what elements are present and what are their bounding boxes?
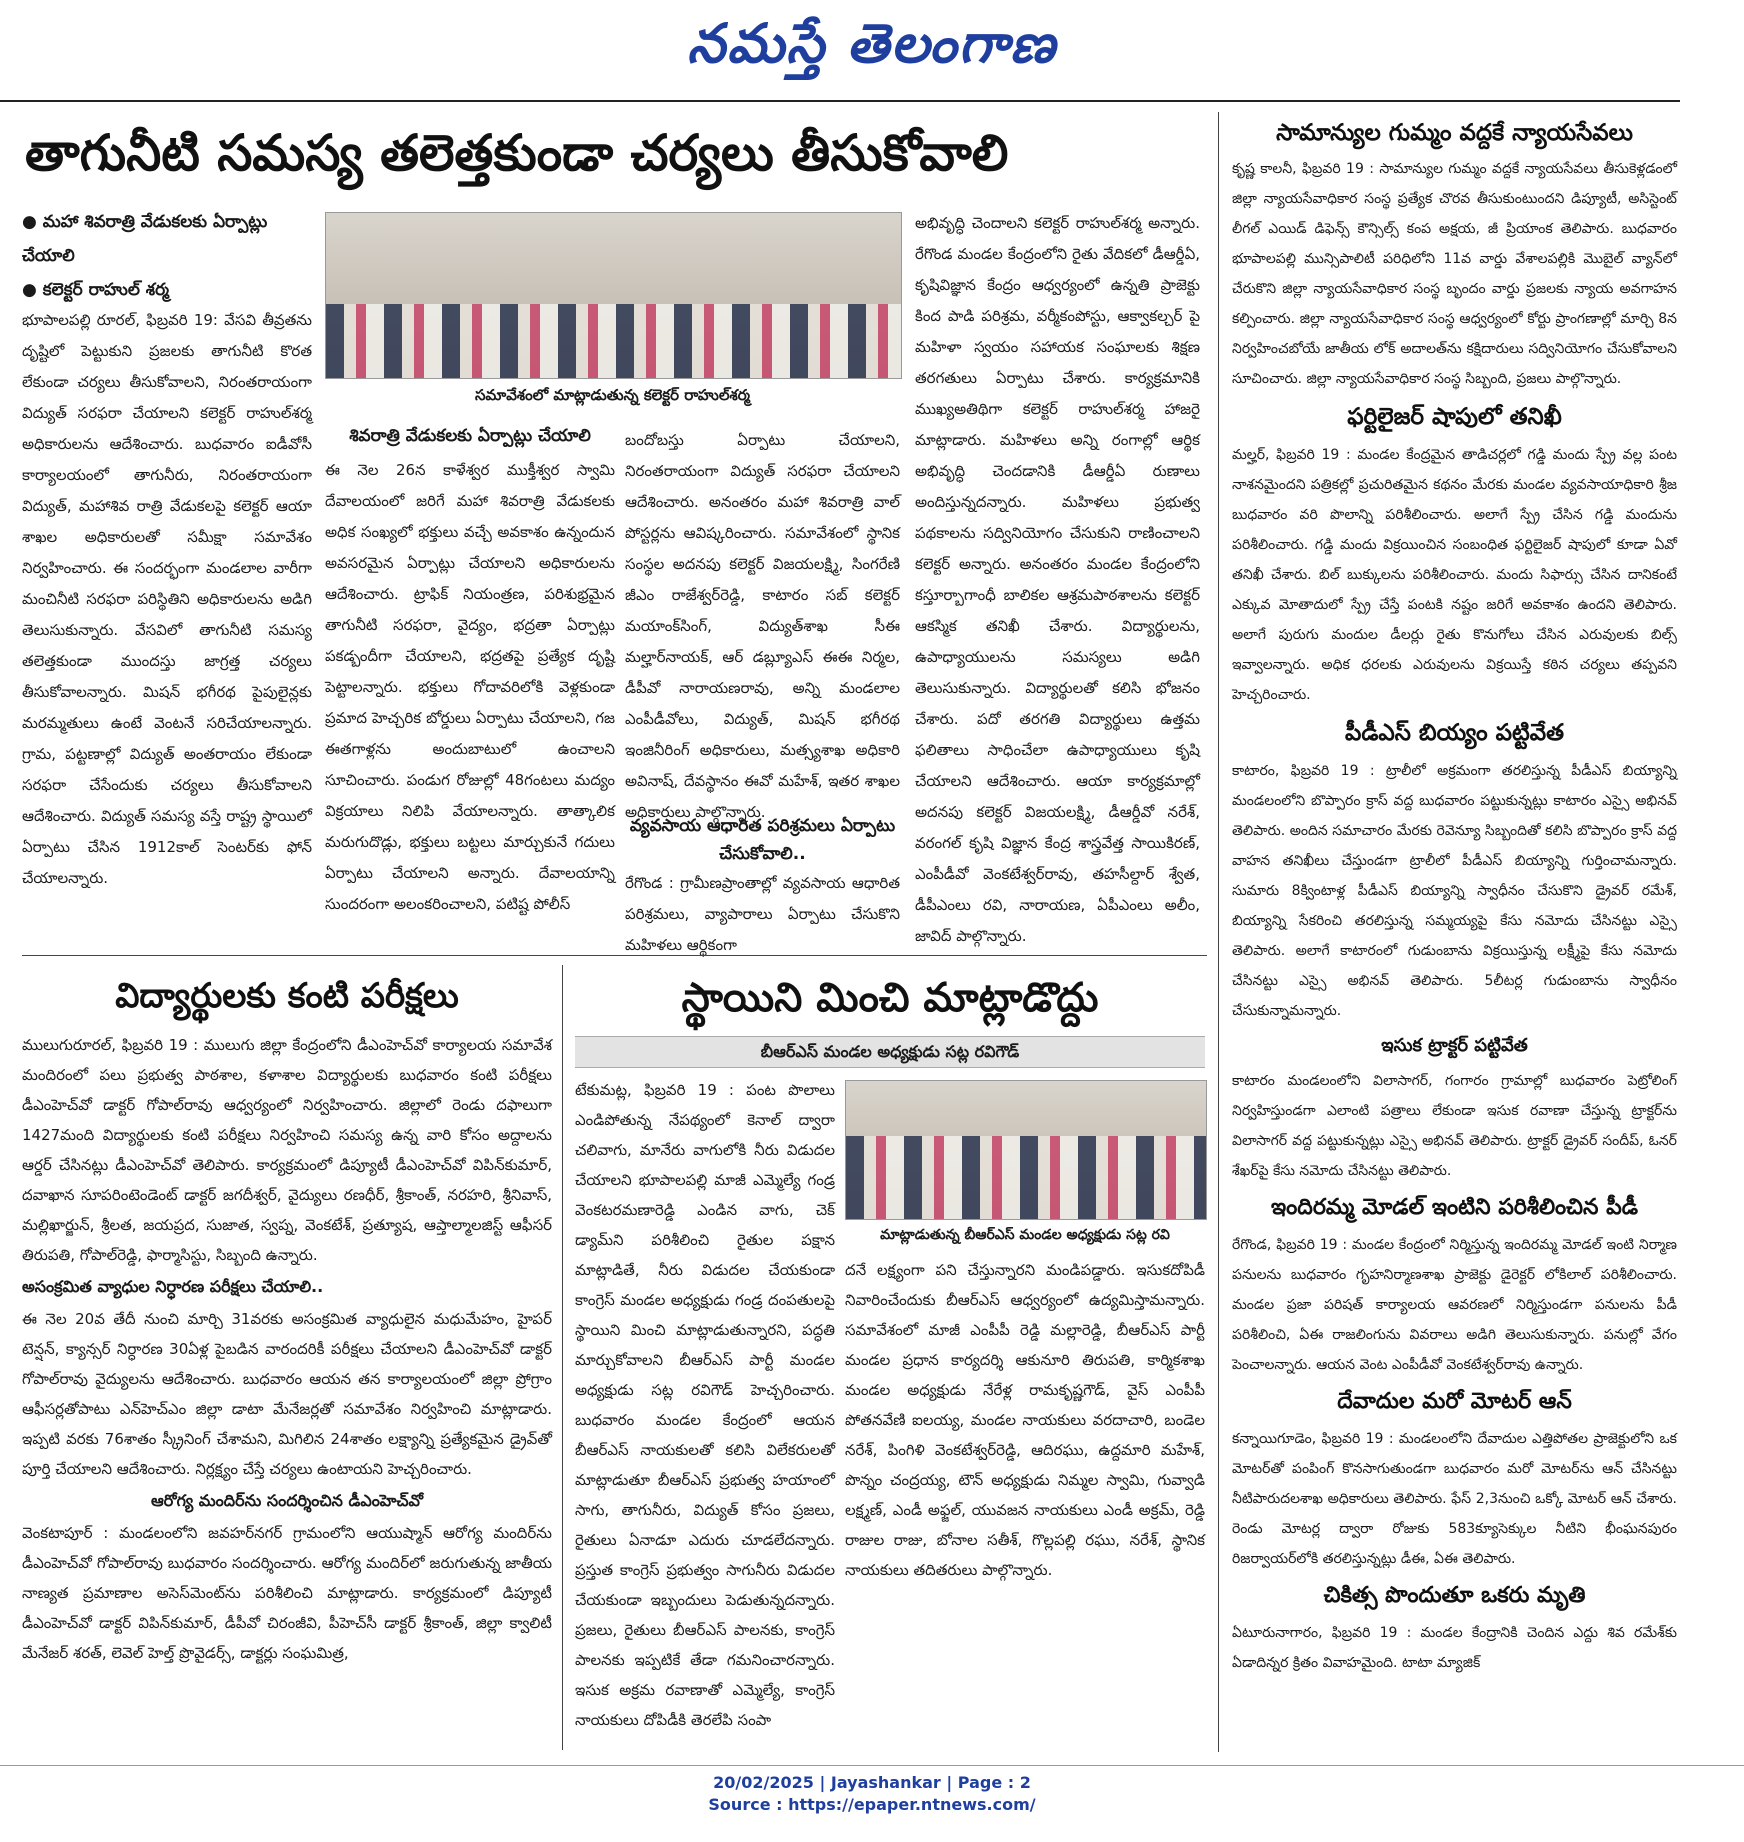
- story1-bullets: [22, 205, 322, 307]
- news-body: కన్నాయిగూడెం, ఫిబ్రవరి 19 : మండలంలోని దేవాదుల ఎత్తిపోతల ప్రాజెక్టులోని ఒక మోటర్‌తో పంపింగ్ కొనసాగుతుండగా బుధవారం మరో మోటర్‌ను ఆన్ చేసినట్టు నీటిపారుదలశాఖ అధికారులు తెలిపారు. ఫేస్ 2,3నుంచి ఒక్కో మోటర్ ఆన్ చేశారు. రెండు మోటర్ల ద్వారా రోజుకు 583క్యూసెక్కుల నీటిని భీంఘనపురం రిజర్వాయర్‌లోకి తరలిస్తున్నట్లు డీఈ, ఏఈ తెలిపారు.: [1232, 1431, 1677, 1567]
- story3-column-2: దనే లక్ష్యంగా పని చేస్తున్నారని మండిపడ్డారు. ఇసుకదోపిడీ నివారించేందుకు బీఆర్ఎస్ ఆధ్వర్యంలో ఉద్యమిస్తామన్నారు. సమావేశంలో మాజీ ఎంపీపీ రెడ్డి మల్లారెడ్డి, బీఆర్ఎస్ పార్టీ మండల ప్రధాన కార్యదర్శి ఆకునూరి తిరుపతి, కార్మికశాఖ మండల అధ్యక్షుడు నేరేళ్ల రామకృష్ణగౌడ్, వైస్ ఎంపీపీ పోతనవేణి ఐలయ్య, మండల నాయకులు వరదాచారి, బండెల నరేశ్, పింగిళి వెంకటేశ్వర్‌రెడ్డి, ఆదిరఘు, ఉద్దమారి మహేశ్, పొన్నం చంద్రయ్య, టౌన్ అధ్యక్షుడు నిమ్మల స్వామి, గువ్వాడి లక్ష్మణ్, ఎండీ అఫ్జల్, యువజన నాయకులు ఎండీ అక్రమ్, రెడ్డి రాజుల రాజు, బోనాల సతీశ్, గొల్లపల్లి రఘు, నరేశ్, స్థానిక నాయకులు తదితరులు పాల్గొన్నారు.: [845, 1261, 1205, 1579]
- story1-headline: తాగునీటి సమస్య తలెత్తకుండా చర్యలు తీసుకోవాలి: [25, 124, 1009, 182]
- brs-leaders-photo: [845, 1080, 1207, 1220]
- story2-subhead: ఆరోగ్య మందిర్‌ను సందర్శించిన డీఎంహెచ్‌వో: [150, 1491, 424, 1510]
- story3-subheading-bar: బీఆర్ఎస్ మండల అధ్యక్షుడు సట్ల రవిగౌడ్: [575, 1036, 1205, 1068]
- news-body: ఏటూరునాగారం, ఫిబ్రవరి 19 : మండల కేంద్రానికి చెందిన ఎద్దు శివ రమేశ్‌కు ఏడాదిన్నర క్రితం వివాహమైంది. టాటా మ్యాజిక్: [1232, 1625, 1677, 1671]
- story2-body: [22, 1030, 552, 1750]
- story3-photo-caption: మాట్లాడుతున్న బీఆర్ఎస్ మండల అధ్యక్షుడు సట్ల రవి: [880, 1227, 1170, 1243]
- footer-rule: [0, 1765, 1744, 1766]
- footer-source: Source : https://epaper.ntnews.com/: [708, 1795, 1036, 1814]
- newspaper-logo: నమస్తే తెలంగాణ: [687, 12, 1057, 75]
- news-headline: ఇందిరమ్మ మోడల్ ఇంటిని పరిశీలించిన పీడీ: [1270, 1195, 1639, 1220]
- story1-column-4: అభివృద్ధి చెందాలని కలెక్టర్ రాహుల్‌శర్మ అన్నారు. రేగొండ మండల కేంద్రంలోని రైతు వేదికలో డీఆర్డీఏ, కృషివిజ్ఞాన కేంద్రం ఆధ్వర్యంలో ఉన్నతి ప్రాజెక్టు కింద పాడి పరిశ్రమ, వర్మీకంపోస్టు, ఆక్వాకల్చర్ పై మహిళా స్వయం సహాయక సంఘాలకు శిక్షణ తరగతులు ఏర్పాటు చేశారు. కార్యక్రమానికి ముఖ్యఅతిథిగా కలెక్టర్ రాహుల్‌శర్మ హాజరై మాట్లాడారు. మహిళలు అన్ని రంగాల్లో ఆర్థిక అభివృద్ధి చెందడానికి డీఆర్డీఏ రుణాలు అందిస్తున్నదన్నారు. మహిళలు ప్రభుత్వ పథకాలను సద్వినియోగం చేసుకుని రాణించాలని కలెక్టర్ అన్నారు. అనంతరం మండల కేంద్రంలోని కస్తూర్బాగాంధీ బాలికల ఆశ్రమపాఠశాలను కలెక్టర్ ఆకస్మిక తనిఖీ చేశారు. విద్యార్థులను, ఉపాధ్యాయులను సమస్యలు అడిగి తెలుసుకున్నారు. విద్యార్థులతో కలిసి భోజనం చేశారు. పదో తరగతి విద్యార్థులు ఉత్తమ ఫలితాలు సాధించేలా ఉపాధ్యాయులు కృషి చేయాలని ఆదేశించారు. ఆయా కార్యక్రమాల్లో అదనపు కలెక్టర్ విజయలక్ష్మి, డీఆర్డీవో నరేశ్, వరంగల్ కృషి విజ్ఞాన కేంద్ర శాస్త్రవేత్త సాయికిరణ్, ఎంపీడీవో వెంకటేశ్వర్‌రావు, తహసీల్దార్ శ్వేత, డీపీఎంలు రవి, నారాయణ, ఏపీఎంలు అలీం, జావిద్ పాల్గొన్నారు.: [915, 214, 1200, 945]
- right-column-divider: [1218, 112, 1219, 1752]
- story1-column-2: ఈ నెల 26న కాళేశ్వర ముక్తీశ్వర స్వామి దేవాలయంలో జరిగే మహా శివరాత్రి వేడుకలకు అధిక సంఖ్యలో భక్తులు వచ్చే అవకాశం ఉన్నందున అవసరమైన ఏర్పాట్లు చేయాలని అధికారులను ఆదేశించారు. ట్రాఫిక్ నియంత్రణ, పరిశుభ్రమైన తాగునీటి సరఫరా, వైద్యం, భద్రతా ఏర్పాట్లు పకడ్బందీగా చేయాలని, భద్రతపై ప్రత్యేక దృష్టి పెట్టాలన్నారు. భక్తులు గోదావరిలోకి వెళ్లకుండా ప్రమాద హెచ్చరిక బోర్డులు ఏర్పాటు చేయాలని, గజ ఈతగాళ్లను అందుబాటులో ఉంచాలని సూచించారు. పండుగ రోజుల్లో 48గంటలు మద్యం విక్రయాలు నిలిపి వేయాలన్నారు. తాత్కాలిక మరుగుదొడ్లు, భక్తులు బట్టలు మార్చుకునే గదులు ఏర్పాటు చేయాలని అన్నారు. దేవాలయాన్ని సుందరంగా అలంకరించాలని, పటిష్ట పోలీస్: [325, 461, 615, 913]
- story1-column-3: బందోబస్తు ఏర్పాటు చేయాలని, నిరంతరాయంగా విద్యుత్ సరఫరా చేయాలని ఆదేశించారు. అనంతరం మహా శివరాత్రి వాల్ పోస్టర్లను ఆవిష్కరించారు. సమావేశంలో స్థానిక సంస్థల అదనపు కలెక్టర్ విజయలక్ష్మి, సింగరేణి జీఎం రాజేశ్వర్‌రెడ్డి, కాటారం సబ్ కలెక్టర్ మయాంక్‌సింగ్, విద్యుత్‌శాఖ సీఈ మల్హార్‌నాయక్, ఆర్ డబ్ల్యూఎస్ ఈఈ నిర్మల, డీపీవో నారాయణరావు, అన్ని మండలాల ఎంపీడీవోలు, విద్యుత్, మిషన్ భగీరథ ఇంజినీరింగ్ అధికారులు, మత్స్యశాఖ అధికారి అవినాష్, దేవస్థానం ఈవో మహేశ్, ఇతర శాఖల అధికారులు పాల్గొన్నారు.: [625, 431, 900, 821]
- story2-headline: విద్యార్థులకు కంటి పరీక్షలు: [115, 976, 459, 1016]
- footer-date-page: 20/02/2025 | Jayashankar | Page : 2: [713, 1773, 1031, 1792]
- masthead: [0, 0, 1744, 100]
- footer: [0, 1772, 1744, 1816]
- story3-headline: స్థాయిని మించి మాట్లాడొద్దు: [681, 975, 1099, 1021]
- photo-people: [326, 304, 901, 378]
- news-headline: దేవాదుల మరో మోటర్ ఆన్: [1337, 1389, 1572, 1414]
- story2-paragraph: ఈ నెల 20వ తేదీ నుంచి మార్చి 31వరకు అసంక్రమిత వ్యాధులైన మధుమేహం, హైపర్ టెన్షన్, క్యాన్సర్ నిర్ధారణ 30ఏళ్ల పైబడిన వారందరికీ పరీక్షలు చేయాలని డీఎంహెచ్‌వో డాక్టర్ గోపాల్‌రావు వైద్యులను ఆదేశించారు. బుధవారం ఆయన తన కార్యాలయంలో జిల్లా ప్రోగ్రాం ఆఫీసర్లతోపాటు ఎన్‌హెచ్‌ఎం జిల్లా డాటా మేనేజర్లతో సమావేశం నిర్వహించి మాట్లాడారు. ఇప్పటి వరకు 76శాతం స్క్రీనింగ్ చేశామని, మిగిలిన 24శాతం లక్ష్యాన్ని ప్రత్యేకమైన డ్రైవ్‌తో పూర్తి చేయాలని ఆదేశించారు. నిర్లక్ష్యం చేస్తే చర్యలు ఉంటాయని హెచ్చరించారు.: [22, 1310, 552, 1478]
- news-body: కాటారం మండలంలోని విలాసాగర్, గంగారం గ్రామాల్లో బుధవారం పెట్రోలింగ్ నిర్వహిస్తుండగా ఎలాంటి పత్రాలు లేకుండా ఇసుక రవాణా చేస్తున్న ట్రాక్టర్‌ను విలాసాగర్ వద్ద పట్టుకున్నట్లు ఎస్సై అభినవ్ తెలిపారు. ట్రాక్టర్ డ్రైవర్ సందీప్, ఓనర్ శేఖర్‌పై కేసు నమోదు చేసినట్టు తెలిపారు.: [1232, 1073, 1677, 1179]
- news-headline: ఫర్టిలైజర్ షాపులో తనిఖీ: [1347, 404, 1562, 430]
- news-headline: సామాన్యుల గుమ్మం వద్దకే న్యాయసేవలు: [1276, 120, 1633, 146]
- news-headline: పీడీఎస్ బియ్యం పట్టివేత: [1345, 720, 1564, 746]
- section-divider: [22, 955, 1207, 956]
- story2-subhead: అసంక్రమిత వ్యాధుల నిర్ధారణ పరీక్షలు చేయాలి..: [22, 1277, 324, 1296]
- story1-subhead: శివరాత్రి వేడుకలకు ఏర్పాట్లు చేయాలి: [349, 426, 591, 446]
- masthead-rule: [0, 100, 1680, 102]
- story2-paragraph: ములుగురూరల్, ఫిబ్రవరి 19 : ములుగు జిల్లా కేంద్రంలోని డీఎంహెచ్‌వో కార్యాలయ సమావేశ మందిరంలో పలు ప్రభుత్వ పాఠశాల, కళాశాల విద్యార్థులకు బుధవారం కంటి పరీక్షలు డీఎంహెచ్‌వో డాక్టర్ గోపాల్‌రావు ఆధ్వర్యంలో నిర్వహించారు. జిల్లాలో రెండు దఫాలుగా 1427మంది విద్యార్థులకు కంటి పరీక్షలు నిర్వహించి సమస్య ఉన్న వారి కోసం అద్దాలను ఆర్డర్ చేసినట్లు డీఎంహెచ్‌వో తెలిపారు. కార్యక్రమంలో డిప్యూటీ డీఎంహెచ్‌వో విపిన్‌కుమార్, దవాఖాన సూపరింటెండెంట్ డాక్టర్ జగదీశ్వర్, వైద్యులు రణధీర్, శ్రీకాంత్, నరహరి, శ్రీనివాస్, మల్లిఖార్జున్, శ్రీలత, జయప్రద, సుజాత, స్వప్న, వెంకటేశ్, ప్రత్యూష, ఆప్తాల్మాలజిస్ట్ ఆఫీసర్ తిరుపతి, గోపాల్‌రెడ్డి, ఫార్మాసిస్టు, సిబ్బంది ఉన్నారు.: [22, 1036, 552, 1264]
- news-body: మల్హర్, ఫిబ్రవరి 19 : మండల కేంద్రమైన తాడిచర్లలో గడ్డి మందు స్ప్రే వల్ల పంట నాశనమైందని పత్రికల్లో ప్రచురితమైన కథనం మేరకు మండల వ్యవసాయాధికారి శ్రీజ బుధవారం వరి పొలాన్ని పరిశీలించారు. అలాగే స్ప్రే చేసిన గడ్డి మందును పరిశీలించారు. గడ్డి మందు విక్రయించిన సంబంధిత ఫర్టిలైజర్ షాపులో కూడా ఏవో తనిఖీ చేశారు. బిల్ బుక్కులను పరిశీలించారు. మందు సిఫార్సు చేసిన దానికంటే ఎక్కువ మోతాదులో స్ప్రే చేస్తే పంటకి నష్టం జరిగే అవకాశం ఉందని తెలిపారు. అలాగే పురుగు మందుల డీలర్లు రైతు కొనుగోలు చేసిన ఎరువులకు బిల్స్ ఇవ్వాలన్నారు. అధిక ధరలకు ఎరువులను విక్రయిస్తే కఠిన చర్యలు తప్పవని హెచ్చరించారు.: [1232, 447, 1677, 703]
- collector-meeting-photo: [325, 212, 902, 379]
- news-body: కాటారం, ఫిబ్రవరి 19 : ట్రాలీలో అక్రమంగా తరలిస్తున్న పీడీఎస్ బియ్యాన్ని మండలంలోని బొప్పారం క్రాస్ వద్ద బుధవారం పట్టుకున్నట్లు కాటారం ఎస్సై అభినవ్ తెలిపారు. అందిన సమాచారం మేరకు రెవెన్యూ సిబ్బందితో కలిసి బొప్పారం క్రాస్ వద్ద వాహన తనిఖీలు చేస్తుండగా ట్రాలీలో పీడీఎస్ బియ్యాన్ని గుర్తించామన్నారు. సుమారు 8క్వింటాళ్ల పీడీఎస్ బియ్యాన్ని స్వాధీనం చేసుకొని డ్రైవర్ రమేశ్, బియ్యాన్ని సేకరించి తరలిస్తున్న సమ్మయ్యపై కేసు నమోదు చేసినట్టు ఎస్సై తెలిపారు. అలాగే కాటారంలో గుడుంబాను విక్రయిస్తున్న లక్ష్మీపై కేసు నమోదు చేసినట్టు ఎస్సై అభినవ్ తెలిపారు. 5లీటర్ల గుడుంబాను స్వాధీనం చేసుకున్నామన్నారు.: [1232, 763, 1677, 1019]
- story1-subhead-2: వ్యవసాయ ఆధారిత పరిశ్రమలు ఏర్పాటు చేసుకోవాలి..: [629, 816, 896, 864]
- news-body: కృష్ణ కాలనీ, ఫిబ్రవరి 19 : సామాన్యుల గుమ్మం వద్దకే న్యాయసేవలు తీసుకెళ్లడంలో జిల్లా న్యాయసేవాధికార సంస్థ ప్రత్యేక చొరవ తీసుకుంటుందని డిప్యూటీ, అసిస్టెంట్ లీగల్ ఎయిడ్ డిఫెన్స్ కౌన్సిల్స్ కంప అక్షయ, జీ ప్రియాంక తెలిపారు. బుధవారం భూపాలపల్లి మున్సిపాలిటీ పరిధిలోని 11వ వార్డు వేశాలపల్లికి మొబైల్ వ్యాన్‌లో చేరుకొని జిల్లా న్యాయసేవాధికార సంస్థ బృందం వార్డు ప్రజలకు న్యాయ అవగాహన కల్పించారు. జిల్లా న్యాయసేవాధికార సంస్థ ఆధ్వర్యంలో కోర్టు ప్రాంగణాల్లో మార్చి 8న నిర్వహించబోయే జాతీయ లోక్ అదాలత్‌ను కక్షిదారులు సద్వినియోగం చేసుకోవాలని సూచించారు. జిల్లా న్యాయసేవాధికార సంస్థ సిబ్బంది, ప్రజలు పాల్గొన్నారు.: [1232, 161, 1677, 387]
- story1-column-3b: రేగొండ : గ్రామీణప్రాంతాల్లో వ్యవసాయ ఆధారిత పరిశ్రమలు, వ్యాపారాలు ఏర్పాటు చేసుకొని మహిళలు ఆర్థికంగా: [625, 874, 900, 954]
- story3-column-1: టేకుమట్ల, ఫిబ్రవరి 19 : పంట పొలాలు ఎండిపోతున్న నేపథ్యంలో కెనాల్ ద్వారా చలివాగు, మానేరు వాగులోకి నీరు విడుదల చేయాలని భూపాలపల్లి మాజీ ఎమ్మెల్యే గండ్ర వెంకటరమణారెడ్డి ఎండిన వాగు, చెక్ డ్యామ్‌ని పరిశీలించి రైతుల పక్షాన మాట్లాడితే, నీరు విడుదల చేయకుండా కాంగ్రెస్ మండల అధ్యక్షుడు గండ్ర దంపతులపై స్థాయిని మించి మాట్లాడుతున్నారని, పద్ధతి మార్చుకోవాలని బీఆర్ఎస్ పార్టీ మండల అధ్యక్షుడు సట్ల రవిగౌడ్ హెచ్చరించారు. బుధవారం మండల కేంద్రంలో ఆయన బీఆర్ఎస్ నాయకులతో కలిసి విలేకరులతో మాట్లాడుతూ బీఆర్ఎస్ ప్రభుత్వ హయాంలో సాగు, తాగునీరు, విద్యుత్ కోసం ప్రజలు, రైతులు ఏనాడూ ఎదురు చూడలేదన్నారు. ప్రస్తుత కాంగ్రెస్ ప్రభుత్వం సాగునీరు విడుదల చేయకుండా ఇబ్బందులు పెడుతున్నదన్నారు. ప్రజలు, రైతులు బీఆర్ఎస్ పాలనకు, కాంగ్రెస్ పాలనకు ఇప్పటికే తేడా గమనించారన్నారు. ఇసుక అక్రమ రవాణాతో ఎమ్మెల్యే, కాంగ్రెస్ నాయకులు దోపిడీకి తెరలేపి సంపా: [575, 1081, 835, 1729]
- right-column: [1232, 112, 1677, 1752]
- story1-photo-caption: సమావేశంలో మాట్లాడుతున్న కలెక్టర్ రాహుల్‌శర్మ: [474, 386, 750, 404]
- news-headline: చికిత్స పొందుతూ ఒకరు మృతి: [1323, 1583, 1586, 1608]
- news-headline: ఇసుక ట్రాక్టర్ పట్టివేత: [1381, 1035, 1528, 1056]
- story2-paragraph: వెంకటాపూర్ : మండలంలోని జవహర్‌నగర్ గ్రామంలోని ఆయుష్మాన్ ఆరోగ్య మందిర్‌ను డీఎంహెచ్‌వో గోపాల్‌రావు బుధవారం సందర్శించారు. ఆరోగ్య మందిర్‌లో జరుగుతున్న జాతీయ నాణ్యత ప్రమాణాల అసెస్‌మెంట్‌ను పరిశీలించి మాట్లాడారు. కార్యక్రమంలో డిప్యూటీ డీఎంహెచ్‌వో డాక్టర్ విపిన్‌కుమార్, డీపీవో చిరంజీవి, పీహెచ్‌సీ డాక్టర్ శ్రీకాంత్, జిల్లా క్వాలిటీ మేనేజర్ శరత్, లెవెల్ హెల్త్ ప్రొవైడర్స్, డాక్టర్లు సంఘమిత్ర,: [22, 1524, 552, 1662]
- news-body: రేగొండ, ఫిబ్రవరి 19 : మండల కేంద్రంలో నిర్మిస్తున్న ఇందిరమ్మ మోడల్ ఇంటి నిర్మాణ పనులను బుధవారం గృహనిర్మాణశాఖ ప్రాజెక్టు డైరెక్టర్ లోకిలాల్ పరిశీలించారు. మండల ప్రజా పరిషత్ కార్యాలయ ఆవరణలో నిర్మిస్తుండగా పనులను పీడీ పరిశీలించి, ఏఈ రాజలింగును వివరాలు అడిగి తెలుసుకున్నారు. పనుల్లో వేగం పెంచాలన్నారు. ఆయన వెంట ఎంపీడీవో వెంకటేశ్వర్‌రావు ఉన్నారు.: [1232, 1237, 1677, 1373]
- story1-column-1: భూపాలపల్లి రూరల్, ఫిబ్రవరి 19: వేసవి తీవ్రతను దృష్టిలో పెట్టుకుని ప్రజలకు తాగునీటి కొరత లేకుండా చర్యలు తీసుకోవాలని, నిరంతరాయంగా విద్యుత్ సరఫరా చేయాలని కలెక్టర్ రాహుల్‌శర్మ అధికారులను ఆదేశించారు. బుధవారం ఐడీవోసీ కార్యాలయంలో తాగునీరు, నిరంతరాయంగా విద్యుత్, మహాశివ రాత్రి వేడుకలపై కలెక్టర్ ఆయా శాఖల అధికారులతో సమీక్షా సమావేశం నిర్వహించారు. ఈ సందర్భంగా మండలాల వారీగా మంచినీటి సరఫరా పరిస్థితిని అధికారులను అడిగి తెలుసుకున్నారు. వేసవిలో తాగునీటి సమస్య తలెత్తకుండా ముందస్తు జాగ్రత్త చర్యలు తీసుకోవాలన్నారు. మిషన్ భగీరథ పైపులైన్లకు మరమ్మతులు ఉంటే వెంటనే సరిచేయాలన్నారు. గ్రామ, పట్టణాల్లో విద్యుత్ అంతరాయం లేకుండా సరఫరా చేసేందుకు చర్యలు తీసుకోవాలని ఆదేశించారు. విద్యుత్ సమస్య వస్తే రాష్ట్ర స్థాయిలో ఏర్పాటు చేసిన 1912కాల్ సెంటర్‌కు ఫోన్ చేయాలన్నారు.: [22, 311, 312, 887]
- bullet-item: ● మహా శివరాత్రి వేడుకలకు ఏర్పాట్లు చేయాలి: [22, 212, 268, 266]
- story-divider: [562, 965, 563, 1750]
- photo-people: [846, 1136, 1206, 1219]
- bullet-item: ● కలెక్టర్ రాహుల్ శర్మ: [22, 280, 170, 300]
